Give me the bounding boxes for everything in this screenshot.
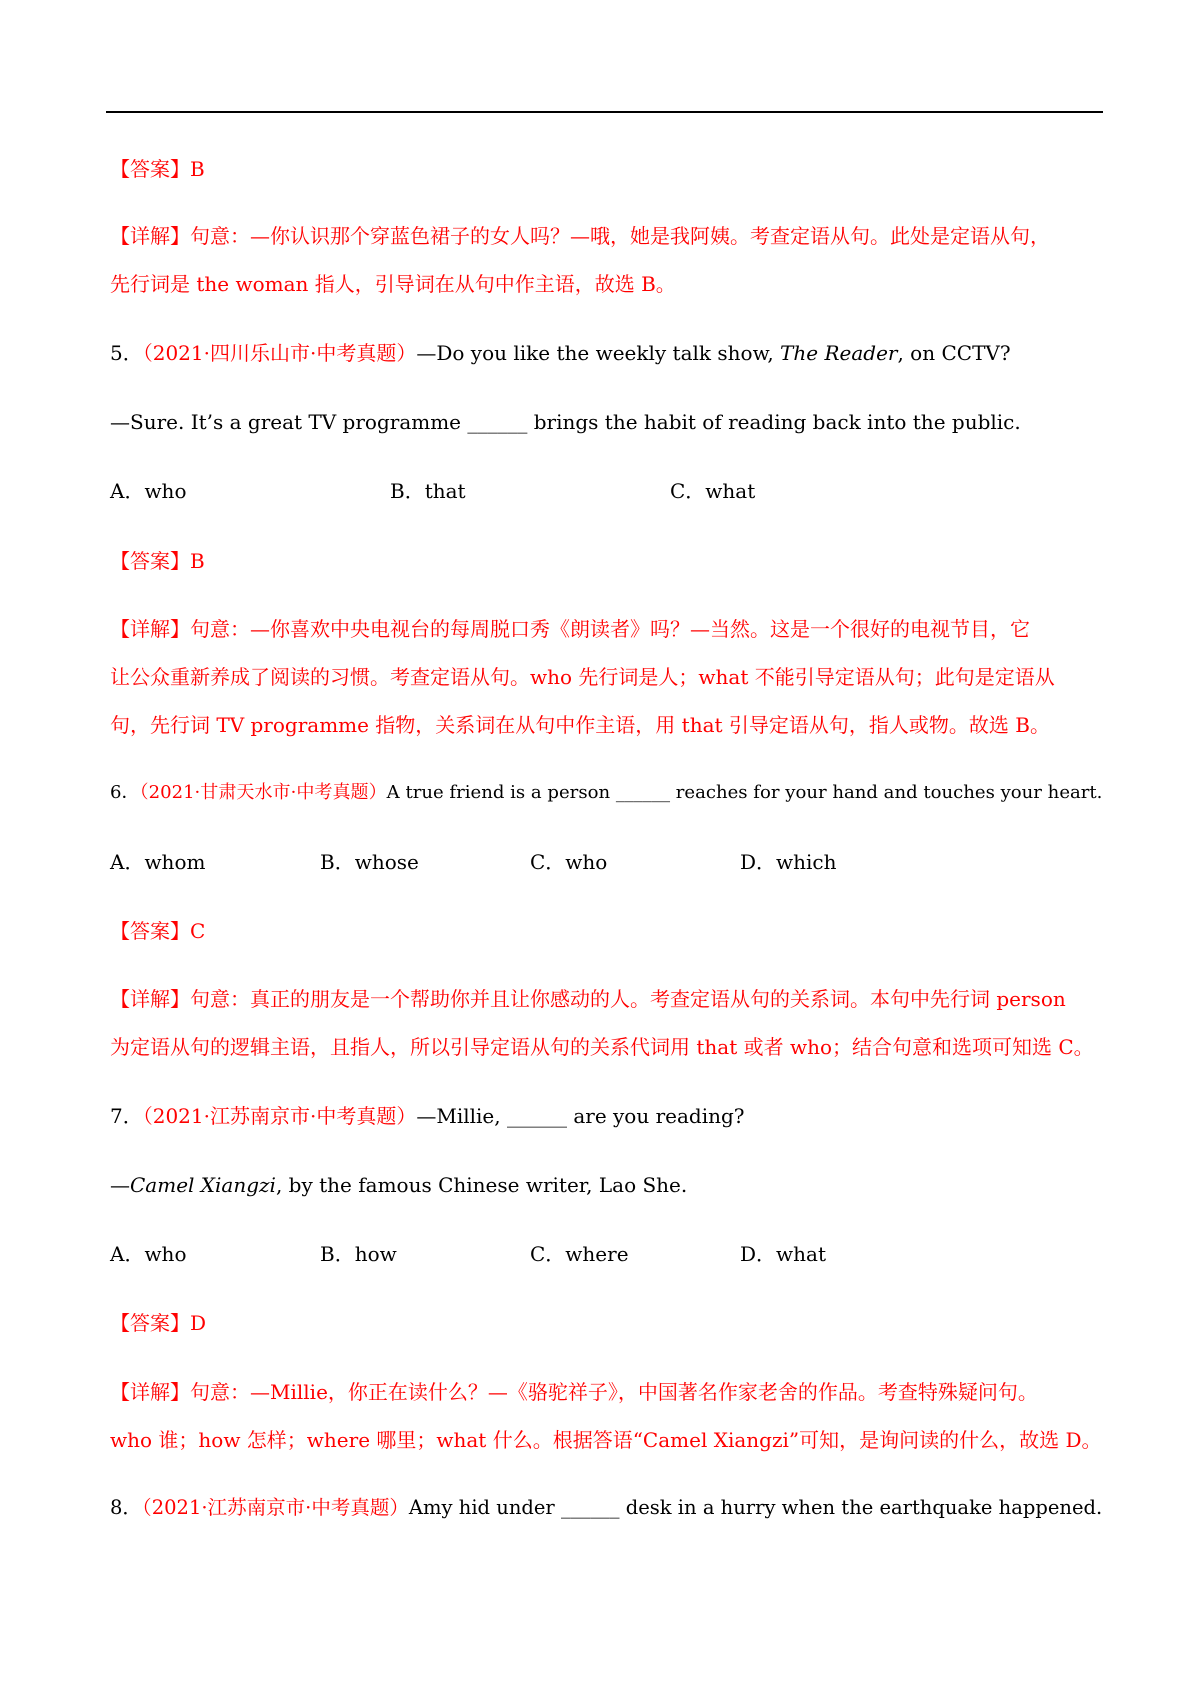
q7-stem bbox=[110, 1104, 745, 1128]
q6-answer: 【答案】C bbox=[110, 919, 206, 943]
q5-detail-line-1: 【详解】句意：—你喜欢中央电视台的每周脱口秀《朗读者》吗？—当然。这是一个很好的电视节目，它 bbox=[110, 617, 1030, 641]
q7-source: （2021·江苏南京市·中考真题） bbox=[142, 1104, 417, 1128]
q7-line-2-rest: , by the famous Chinese writer, Lao She. bbox=[275, 1173, 688, 1197]
q5-stem bbox=[110, 341, 1011, 365]
q6-option-a: A．whom bbox=[110, 850, 206, 874]
q6-number: 6． bbox=[110, 782, 140, 803]
q5-detail-line-3: 句，先行词 TV programme 指物，关系词在从句中作主语，用 that 引导定语从句，指人或物。故选 B。 bbox=[110, 713, 1050, 737]
q7-number: 7． bbox=[110, 1104, 143, 1128]
q7-line-2-italic: Camel Xiangzi bbox=[130, 1173, 276, 1197]
q7-detail-line-2: who 谁；how 怎样；where 哪里；what 什么。根据答语“Camel Xiangzi”可知，是询问读的什么，故选 D。 bbox=[110, 1428, 1102, 1452]
header-rule bbox=[106, 111, 1103, 113]
q6-source: （2021·甘肃天水市·中考真题） bbox=[139, 782, 387, 803]
q7-line-2 bbox=[110, 1173, 687, 1197]
q7-option-d: D．what bbox=[740, 1242, 826, 1266]
q8-stem-text: Amy hid under ______ desk in a hurry when the earthquake happened. bbox=[408, 1496, 1103, 1519]
q5-answer: 【答案】B bbox=[110, 549, 205, 573]
q5-option-a: A．who bbox=[110, 479, 187, 503]
q5-option-b: B．that bbox=[390, 479, 466, 503]
q5-stem-italic: The Reader bbox=[780, 341, 898, 365]
q5-source: （2021·四川乐山市·中考真题） bbox=[142, 341, 417, 365]
q5-detail-line-2: 让公众重新养成了阅读的习惯。考查定语从句。who 先行词是人；what 不能引导定语从句；此句是定语从 bbox=[110, 665, 1055, 689]
q8-number: 8． bbox=[110, 1496, 142, 1519]
q8-source: （2021·江苏南京市·中考真题） bbox=[141, 1496, 409, 1519]
q5-option-c: C．what bbox=[670, 479, 756, 503]
q7-option-c: C．where bbox=[530, 1242, 629, 1266]
q5-number: 5． bbox=[110, 341, 143, 365]
q7-option-b: B．how bbox=[320, 1242, 397, 1266]
q4-answer: 【答案】B bbox=[110, 157, 205, 181]
q6-stem-text: A true friend is a person ______ reaches for your hand and touches your heart. bbox=[386, 782, 1103, 803]
q8-stem bbox=[110, 1496, 1102, 1520]
q4-detail-line-1: 【详解】句意：—你认识那个穿蓝色裙子的女人吗？—哦，她是我阿姨。考查定语从句。此处是定语从句， bbox=[110, 224, 1050, 248]
q6-option-b: B．whose bbox=[320, 850, 419, 874]
q6-detail-line-2: 为定语从句的逻辑主语，且指人，所以引导定语从句的关系代词用 that 或者 who；结合句意和选项可知选 C。 bbox=[110, 1035, 1094, 1059]
q7-stem-text: —Millie, ______ are you reading? bbox=[416, 1104, 745, 1128]
q7-detail-line-1: 【详解】句意：—Millie，你正在读什么？—《骆驼祥子》，中国著名作家老舍的作品。考查特殊疑问句。 bbox=[110, 1380, 1038, 1404]
q6-option-d: D．which bbox=[740, 850, 837, 874]
q5-line-2: —Sure. It’s a great TV programme ______ brings the habit of reading back into the public. bbox=[110, 410, 1021, 434]
q5-stem-b: , on CCTV? bbox=[897, 341, 1011, 365]
q7-line-2-prefix: — bbox=[110, 1173, 130, 1197]
q5-stem-a: —Do you like the weekly talk show, bbox=[416, 341, 781, 365]
q7-answer: 【答案】D bbox=[110, 1311, 207, 1335]
q6-stem bbox=[110, 781, 1102, 805]
q7-option-a: A．who bbox=[110, 1242, 187, 1266]
q4-detail-line-2: 先行词是 the woman 指人，引导词在从句中作主语，故选 B。 bbox=[110, 272, 676, 296]
q6-detail-line-1: 【详解】句意：真正的朋友是一个帮助你并且让你感动的人。考查定语从句的关系词。本句中先行词 person bbox=[110, 987, 1066, 1011]
q6-option-c: C．who bbox=[530, 850, 608, 874]
